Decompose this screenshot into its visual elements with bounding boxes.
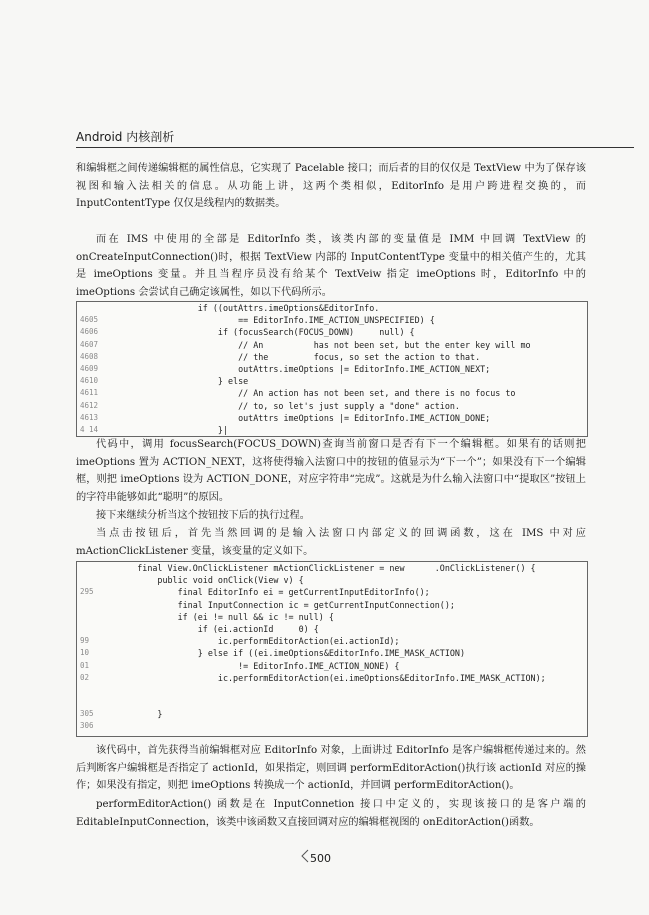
line-number: 4612 [80,400,99,410]
line-number: 4605 [80,315,99,325]
code-text: // the focus, so set the action to that. [107,351,481,362]
code-text: final InputConnection ic = getCurrentInputConnection(); [107,599,455,610]
code-text: == EditorInfo.IME_ACTION_UNSPECIFIED) { [107,315,435,326]
code-text: } else if ((ei.imeOptions&EditorInfo.IME_MASK_ACTION) [107,648,465,659]
code-text: // An action has not been set, and there is no focus to [107,388,516,399]
code-line [77,351,587,363]
code-line [77,363,587,375]
page-number-bracket-icon [301,849,309,863]
code-line [77,684,587,696]
line-number: 10 [80,648,90,658]
paragraph-4: 接下来继续分析当这个按钮按下后的执行过程。 [96,510,310,521]
code-line [77,623,587,635]
line-number: 4610 [80,376,99,386]
code-line [77,586,587,598]
page-number: 500 [310,852,331,865]
code-line [77,599,587,611]
code-line [77,611,587,623]
paragraph-1: 和编辑框之间传递编辑框的属性信息，它实现了 Pacelable 接口；而后者的目的仅仅是 TextView 中为了保存该视图和输入法相关的信息。从功能上讲，这两个类相似，EditorInfo 是用户跨进程交换的，而 InputContentType 仅仅是线程内的数据类。 [76,163,586,210]
paragraph-6: 该代码中，首先获得当前编辑框对应 EditorInfo 对象，上面讲过 EditorInfo 是客户编辑框传递过来的。然后判断客户编辑框是否指定了 actionId，如果指定，则回调 performEditorAction()执行该 actionId 对应的操作；如果没有指定，则把 imeOptions 转换成一个 actionId，并回调 performEditorAction()。 [76,745,586,792]
code-text: outAttrs.imeOptions |= EditorInfo.IME_ACTION_NEXT; [107,363,491,374]
line-number: 306 [80,721,94,731]
code-text: if (ei != null && ic != null) { [107,611,334,622]
code-line [77,412,587,424]
code-text: != EditorInfo.IME_ACTION_NONE) { [107,660,400,671]
code-line [77,375,587,387]
code-line [77,562,587,574]
code-block-action-click-listener [76,561,588,737]
line-number: 4613 [80,412,99,422]
code-line [77,339,587,351]
running-header: Android 内核剖析 [76,130,175,144]
code-text: } [107,709,163,720]
code-line [77,635,587,647]
code-text: outAttrs imeOptions |= EditorInfo.IME_ACTION_DONE; [107,412,491,423]
code-line [77,400,587,412]
code-text: ic.performEditorAction(ei.actionId); [107,636,400,647]
paragraph-5: 当点击按钮后，首先当然回调的是输入法窗口内部定义的回调函数，这在 IMS 中对应 mActionClickListener 变量，该变量的定义如下。 [76,528,586,557]
code-text: }| [107,424,229,435]
code-line [77,326,587,338]
line-number: 305 [80,709,94,719]
code-text: final EditorInfo ei = getCurrentInputEditorInfo(); [107,587,430,598]
line-number: 01 [80,660,90,670]
code-text: // An has not been set, but the enter key will mo [107,339,531,350]
code-line [77,314,587,326]
paragraph-7: performEditorAction() 函数是在 InputConnetion 接口中定义的，实现该接口的是客户端的 EditableInputConnection，该类中该函数又直接回调对应的编辑框视图的 onEditorAction()函数。 [76,799,586,828]
code-line [77,672,587,684]
line-number: 99 [80,636,90,646]
code-line [77,302,587,314]
code-line [77,647,587,659]
code-line [77,660,587,672]
code-text: if (focusSearch(FOCUS_DOWN) null) { [107,327,415,338]
code-text: // to, so let's just supply a "done" action. [107,400,460,411]
paragraph-2: 而在 IMS 中使用的全部是 EditorInfo 类，该类内部的变量值是 IMM 中回调 TextView 的 onCreateInputConnection()时，根据 TextView 内部的 InputContentType 变量中的相关值产生的，尤其是 imeOptions 变量。并且当程序员没有给某个 TextVeiw 指定 imeOptions 时，EditorInfo 中的 imeOptions 会尝试自己确定该属性，如以下代码所示。 [76,234,586,298]
code-line [77,720,587,732]
line-number: 4608 [80,351,99,361]
code-line [77,387,587,399]
line-number: 02 [80,672,90,682]
header-rule [76,147,634,148]
code-line [77,574,587,586]
code-text: ic.performEditorAction(ei.imeOptions&EditorInfo.IME_MASK_ACTION); [107,672,546,683]
line-number: 4611 [80,388,99,398]
line-number: 4607 [80,339,99,349]
code-line [77,708,587,720]
line-number: 4609 [80,363,99,373]
line-number: 4 14 [80,424,99,434]
code-block-focus-search [76,301,588,437]
code-text: } else [107,376,249,387]
line-number: 4606 [80,327,99,337]
code-text: final View.OnClickListener mActionClickListener = new .OnClickListener() { [107,563,536,573]
code-line [77,696,587,708]
paragraph-3: 代码中，调用 focusSearch(FOCUS_DOWN)查询当前窗口是否有下一个编辑框。如果有的话则把 imeOptions 置为 ACTION_NEXT，这将使得输入法窗口中的按钮的值显示为“下一个”；如果没有下一个编辑框，则把 imeOptions 设为 ACTION_DONE，对应字符串“完成”。这就是为什么输入法窗口中“提取区”按钮上的字符串能够如此“聪明”的原因。 [76,439,586,503]
code-line [77,424,587,436]
code-text: if ((outAttrs.imeOptions&EditorInfo. [107,303,380,313]
line-number: 295 [80,587,94,597]
code-text: if (ei.actionId 0) { [107,623,319,634]
code-text: public void onClick(View v) { [107,575,304,586]
